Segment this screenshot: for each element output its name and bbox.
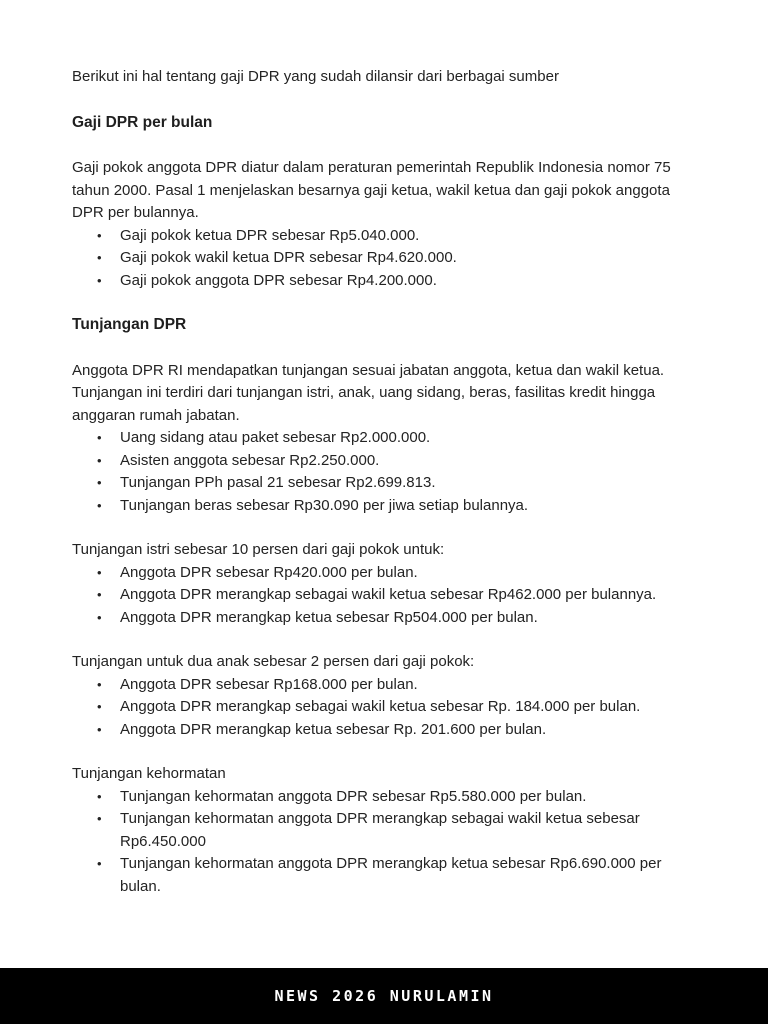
bullet-icon: • [97,699,102,714]
list-item [72,853,697,898]
list-item [72,786,697,809]
footer-label: NEWS 2026 NURULAMIN [274,986,494,1005]
gaji-pokok-paragraph: Gaji pokok anggota DPR diatur dalam peraturan pemerintah Republik Indonesia nomor 75 tahun 2000. Pasal 1 menjelaskan besarnya gaji ketua, wakil ketua dan gaji pokok anggota DPR per bulannya. [72,159,671,221]
bullet-icon: • [97,721,102,737]
tunjangan-anak-lead: Tunjangan untuk dua anak sebesar 2 persen dari gaji pokok: [72,653,475,670]
list-item-text: Tunjangan kehormatan anggota DPR sebesar Rp5.580.000 per bulan. [120,787,587,805]
list-item [72,674,697,697]
tunjangan-kehormatan-bullet-list [72,786,697,899]
list-item [72,808,697,853]
bullet-icon: • [97,811,102,826]
bullet-icon: • [97,272,102,288]
list-item [72,584,697,607]
list-item-text: Gaji pokok wakil ketua DPR sebesar Rp4.620.000. [120,249,457,266]
bullet-icon: • [97,250,102,265]
tunjangan-paragraph: Anggota DPR RI mendapatkan tunjangan sesuai jabatan anggota, ketua dan wakil ketua. Tunjangan ini terdiri dari tunjangan istri, anak, uang sidang, beras, fasilitas kredit hingga anggaran rumah jabatan. [72,361,665,424]
list-item-text: Anggota DPR merangkap ketua sebesar Rp504.000 per bulan. [120,608,538,626]
footer-banner [0,968,768,1024]
tunjangan-bullet-list [72,427,697,517]
list-item-text: Gaji pokok ketua DPR sebesar Rp5.040.000. [120,226,420,244]
list-item-text: Anggota DPR merangkap sebagai wakil ketua sebesar Rp462.000 per bulannya. [120,586,657,603]
list-item [72,495,697,518]
bullet-icon: • [97,475,102,490]
list-item [72,719,697,742]
list-item-text: Anggota DPR sebesar Rp420.000 per bulan. [120,563,418,581]
list-item-text: Tunjangan kehormatan anggota DPR merangkap sebagai wakil ketua sebesar Rp6.450.000 [120,810,640,850]
list-item [72,562,697,585]
bullet-icon: • [97,227,102,243]
tunjangan-istri-bullet-list [72,562,697,630]
gaji-pokok-bullet-list [72,225,697,293]
tunjangan-anak-bullet-list [72,674,697,742]
bullet-icon: • [97,609,102,625]
list-item [72,270,697,293]
list-item-text: Gaji pokok anggota DPR sebesar Rp4.200.000. [120,271,437,289]
bullet-icon: • [97,788,102,804]
section-heading-tunjangan-dpr: Tunjangan DPR [72,316,187,333]
list-item-text: Tunjangan PPh pasal 21 sebesar Rp2.699.813. [120,474,436,491]
list-item-text: Anggota DPR merangkap sebagai wakil ketua sebesar Rp. 184.000 per bulan. [120,698,641,715]
section-heading-gaji-dpr-per-bulan: Gaji DPR per bulan [72,113,213,131]
bullet-icon: • [97,430,102,445]
list-item-text: Tunjangan kehormatan anggota DPR merangkap ketua sebesar Rp6.690.000 per bulan. [120,855,662,895]
tunjangan-istri-lead: Tunjangan istri sebesar 10 persen dari gaji pokok untuk: [72,541,445,558]
bullet-icon: • [97,564,102,580]
intro-paragraph: Berikut ini hal tentang gaji DPR yang sudah dilansir dari berbagai sumber [72,68,559,85]
list-item [72,450,697,473]
list-item [72,696,697,719]
bullet-icon: • [97,452,102,468]
bullet-icon: • [97,676,102,692]
tunjangan-kehormatan-lead: Tunjangan kehormatan [72,765,226,782]
list-item [72,472,697,495]
list-item [72,225,697,248]
list-item-text: Uang sidang atau paket sebesar Rp2.000.000. [120,429,431,446]
list-item [72,427,697,450]
list-item-text: Anggota DPR sebesar Rp168.000 per bulan. [120,675,418,693]
bullet-icon: • [97,497,102,513]
list-item [72,247,697,270]
list-item-text: Asisten anggota sebesar Rp2.250.000. [120,451,380,469]
bullet-icon: • [97,856,102,871]
list-item-text: Anggota DPR merangkap ketua sebesar Rp. 201.600 per bulan. [120,720,547,738]
list-item [72,607,697,630]
list-item-text: Tunjangan beras sebesar Rp30.090 per jiwa setiap bulannya. [120,496,529,514]
bullet-icon: • [97,587,102,602]
